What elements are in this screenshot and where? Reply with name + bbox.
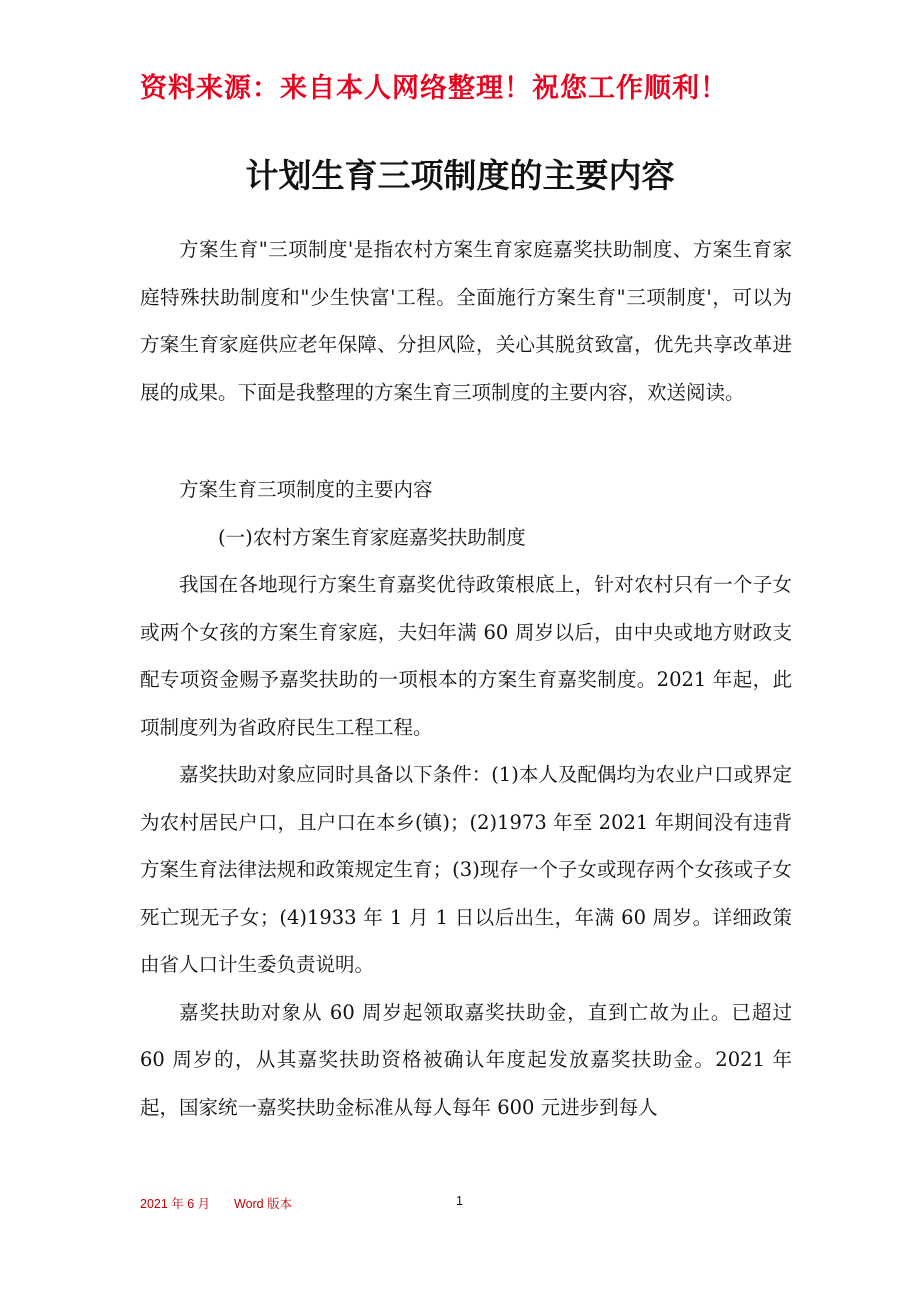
footer-date: 2021 年 6 月 [140,1197,211,1211]
body-paragraph: 我国在各地现行方案生育嘉奖优待政策根底上，针对农村只有一个子女或两个女孩的方案生育家庭，夫妇年满 60 周岁以后，由中央或地方财政支配专项资金赐予嘉奖扶助的一项根本的方案生育嘉奖制度。2021 年起，此项制度列为省政府民生工程工程。 [140,573,792,739]
body-paragraph: 嘉奖扶助对象应同时具备以下条件：(1)本人及配偶均为农业户口或界定为农村居民户口，且户口在本乡(镇)；(2)1973 年至 2021 年期间没有违背方案生育法律法规和政策规定生育；(3)现存一个子女或现存两个女孩或子女死亡现无子女；(4)1933 年 1 月 1 日以后出生，年满 60 周岁。详细政策由省人口计生委负责说明。 [140,763,792,976]
document-title: 计划生育三项制度的主要内容 [245,156,675,195]
page-number: 1 [456,1194,463,1208]
subsection-heading: (一)农村方案生育家庭嘉奖扶助制度 [218,525,526,549]
document-body [140,226,792,1131]
intro-paragraph: 方案生育"三项制度'是指农村方案生育家庭嘉奖扶助制度、方案生育家庭特殊扶助制度和"少生快富'工程。全面施行方案生育"三项制度'，可以为方案生育家庭供应老年保障、分担风险，关心其脱贫致富，优先共享改革进展的成果。下面是我整理的方案生育三项制度的主要内容，欢送阅读。 [140,238,792,404]
source-banner: 资料来源：来自本人网络整理！祝您工作顺利！ [140,73,728,104]
body-paragraph: 嘉奖扶助对象从 60 周岁起领取嘉奖扶助金，直到亡故为止。已超过 60 周岁的，从其嘉奖扶助资格被确认年度起发放嘉奖扶助金。2021 年起，国家统一嘉奖扶助金标准从每人每年 600 元进步到每人 [140,1000,792,1119]
footer-version: Word 版本 [234,1197,293,1211]
section-heading: 方案生育三项制度的主要内容 [179,478,433,501]
